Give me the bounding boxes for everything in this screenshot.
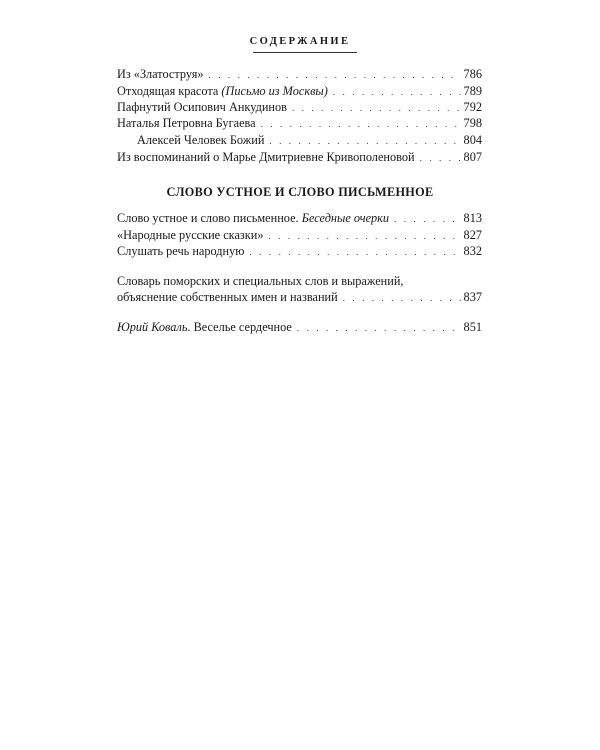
toc-entry-title: Из воспоминаний о Марье Дмитриевне Кривополеновой (117, 150, 415, 164)
dot-leader (249, 245, 460, 260)
toc-entry-page: 786 (463, 67, 482, 81)
glossary-title-line2: объяснение собственных имен и названий (117, 290, 338, 304)
toc-entry-title: «Народные русские сказки» (117, 228, 264, 242)
dot-leader (261, 117, 461, 132)
dot-leader (343, 291, 461, 306)
toc-entry-page: 827 (463, 228, 482, 242)
toc-entry-title: Пафнутий Осипович Анкудинов (117, 100, 287, 114)
toc-entry-subtitle: Беседные очерки (301, 211, 390, 225)
dot-leader (420, 151, 461, 166)
toc-entry (117, 116, 482, 132)
toc-entry (117, 150, 482, 166)
toc-entry-afterword (117, 320, 482, 336)
toc-entry (117, 228, 482, 244)
dot-leader (333, 85, 461, 100)
toc-entry-page: 832 (463, 244, 482, 258)
dot-leader (394, 212, 460, 227)
toc-entry-page: 804 (463, 133, 482, 147)
toc-entry (117, 100, 482, 116)
running-head: СОДЕРЖАНИЕ (249, 36, 351, 47)
toc-entry (117, 211, 482, 227)
toc-entry-page: 798 (463, 116, 482, 130)
toc-entry-title: Алексей Человек Божий (137, 133, 265, 147)
afterword-author: Юрий Коваль (117, 320, 188, 334)
toc-entry-glossary (117, 290, 482, 306)
toc-entry-page: 807 (463, 150, 482, 164)
dot-leader (209, 68, 461, 83)
running-head-rule (253, 52, 357, 53)
dot-leader (269, 134, 460, 149)
toc-entry-page: 837 (463, 290, 482, 304)
toc-entry-title: Слово устное и слово письменное. Беседные очерки (117, 211, 390, 225)
toc-entry-page: 789 (463, 84, 482, 98)
dot-leader (292, 101, 461, 116)
toc-entry-sub (137, 133, 482, 149)
toc-entry (117, 244, 482, 260)
section-heading: СЛОВО УСТНОЕ И СЛОВО ПИСЬМЕННОЕ (166, 185, 434, 199)
toc-entry-page: 851 (463, 320, 482, 334)
dot-leader (268, 229, 460, 244)
toc-entry-title: Отходящая красота (Письмо из Москвы) (117, 84, 328, 98)
toc-entry-title: Наталья Петровна Бугаева (117, 116, 256, 130)
toc-entry (117, 84, 482, 100)
dot-leader (297, 321, 461, 336)
toc-entry-page: 792 (463, 100, 482, 114)
toc-entry-page: 813 (463, 211, 482, 225)
glossary-title-line1: Словарь поморских и специальных слов и выражений, (117, 274, 404, 288)
toc-entry-title: Юрий Коваль. Веселье сердечное (117, 320, 292, 334)
toc-entry-title: Из «Златоструя» (117, 67, 204, 81)
toc-entry-title: Слушать речь народную (117, 244, 245, 258)
toc-entry (117, 67, 482, 83)
toc-entry-subtitle: (Письмо из Москвы) (221, 84, 328, 98)
